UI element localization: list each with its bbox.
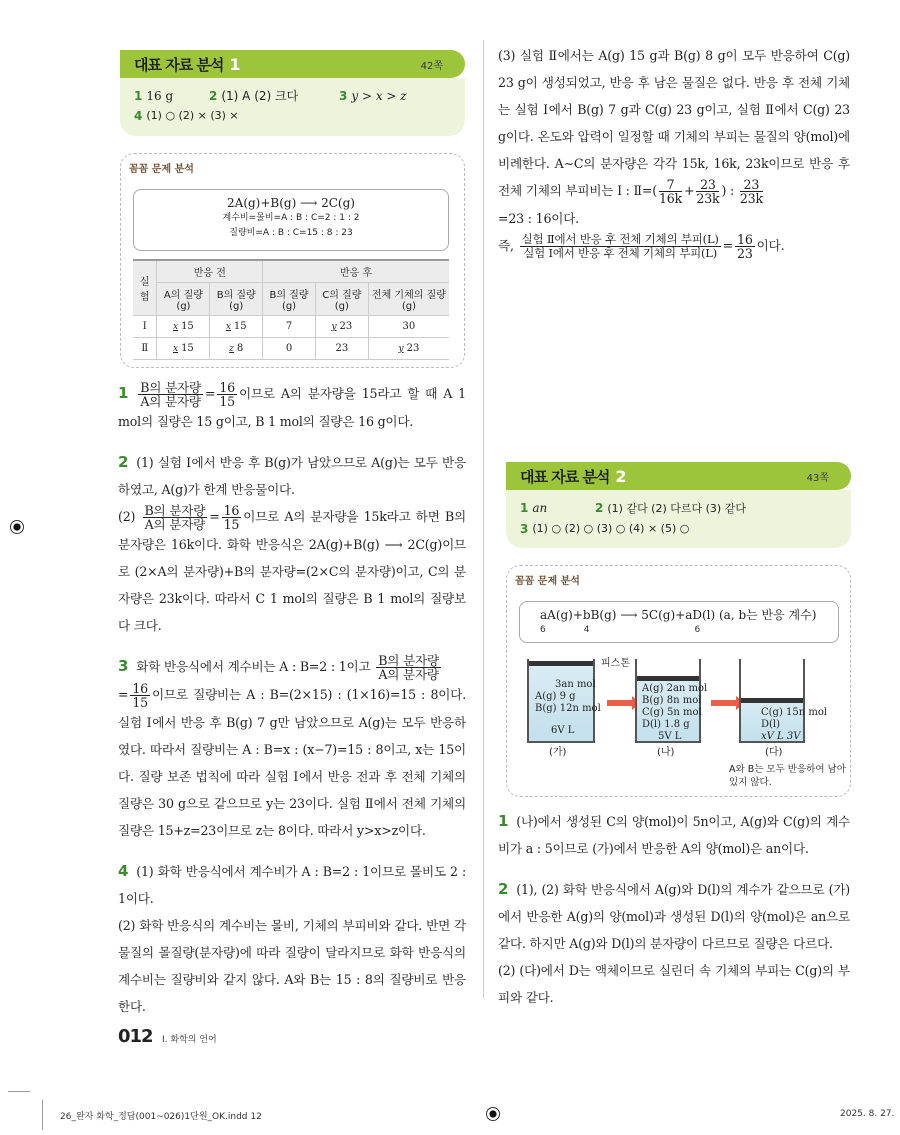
section2-answers [506,490,851,548]
registration-mark-icon [10,520,24,534]
fraction: $\frac{16}{23}$ [737,232,753,261]
cylinder-da: C(g) 15n mol D(l) xV L 3V [739,659,805,743]
table-row [133,338,449,360]
section1-header [120,50,465,78]
answer-number: 1 [134,89,143,103]
coefficient-ratio: 계수비=몰비=A : B : C=2 : 1 : 2 [222,213,360,223]
piston [741,698,803,703]
arrow-icon [711,700,737,706]
cell: 15 [181,343,194,354]
cell-var: x [172,344,179,354]
fraction: $\frac{16}{15}$ [219,380,235,409]
cell: 23 [406,343,420,354]
answer-value: y > x > z [351,89,407,103]
fraction: 실험 Ⅱ에서 반응 후 전체 기체의 부피(L) 실험 Ⅰ에서 반응 후 전체 기체의 부피(L) [521,232,719,260]
annotation-note: A와 B는 모두 반응하여 남아 있지 않다. [729,764,846,788]
explanation-text: (1), (2) 화학 반응식에서 A(g)와 D(l)의 계수가 같으므로 (가)에서 반응한 A(g)의 양(mol)과 생성된 D(l)의 양(mol)은 an으로 같다. 하지만 A(g)와 D(l)의 분자량이 다르므로 질량은 다르다. [498,882,850,951]
answer-number: 2 [595,501,604,515]
explanation-text: (1) 화학 반응식에서 계수비가 A : B=2 : 1이므로 몰비도 2 : 1이다. [118,864,466,906]
chapter-label: Ⅰ. 화학의 언어 [162,1035,217,1045]
question-number: 2 [498,880,509,898]
explanation-text: (2) (다)에서 D는 액체이므로 실린더 속 기체의 부피는 C(g)의 부피와 같다. [498,963,850,1005]
cell: 7 [285,321,293,332]
section-title: 대표 자료 분석 [520,467,610,486]
answer-number: 4 [134,109,143,123]
cell: 15 [181,321,194,332]
answer-value: (1) ○ (2) ○ (3) ○ (4) × (5) ○ [532,522,690,535]
explanation-1: 1 B의 분자량 A의 분자량 = $\frac{16}{15}$ 이므로 A의 분자량을 15라고 할 때 A 1 mol의 질량은 15 g이고, B 1 mol의 질량은 16 g이다. [118,380,466,429]
col-header: B의 질량(g) [263,283,316,316]
fraction: $\frac{16}{15}$ [132,681,148,710]
explanation-4 [118,858,466,1020]
print-date: 2025. 8. 27. [840,1109,895,1119]
cylinder-na: A(g) 2an mol B(g) 8n mol C(g) 5n mol D(l) 1.8 g 5V L [635,659,701,743]
fraction: $\frac{16}{15}$ [223,503,240,532]
cell: 8 [236,343,244,354]
registration-mark-icon [486,1107,500,1121]
question-number: 3 [118,657,129,675]
left-column [118,380,466,1034]
piston [637,676,699,681]
page-ref: 42쪽 [420,60,443,72]
label-na: (나) [657,747,675,758]
explanation-text: (1) 실험 Ⅰ에서 반응 후 B(g)가 남았으므로 A(g)는 모두 반응하였고, A(g)가 한계 반응물이다. [118,455,466,497]
label-ga: (가) [549,747,567,758]
fraction: $\frac{23}{23k}$ [696,177,720,206]
col-header: B의 질량(g) [210,283,263,316]
col-header: A의 질량(g) [157,283,210,316]
answer-value: (1) ○ (2) × (3) × [146,109,239,122]
answer-number: 1 [520,501,529,515]
question-number: 1 [498,812,509,830]
section1-answers [120,78,465,136]
cell: 30 [402,321,416,332]
explanation-2: 2 (1) 실험 Ⅰ에서 반응 후 B(g)가 남았으므로 A(g)는 모두 반응하였고, A(g)가 한계 반응물이다. (2) B의 분자량 A의 분자량 = $\frac{16}{15}$ 이므로 A의 분자량을 15k라고 하면 B의 분자량은 16k이다. 화학 반응식은 2A(g)+B(g) ⟶ 2C(g)이므로 (2×A의 분자량)+B의 분자량=(2×C의 분자량)이고, C의 분자량은 23k이다. 따라서 C 1 mol의 질량은 B 1 mol의 질량보다 크다. [118,453,466,633]
arrow-icon [607,700,633,706]
cell-var: x [225,322,231,332]
cell: 0 [285,343,293,354]
answer-number: 3 [520,522,529,536]
right-column-top: (3) 실험 Ⅱ에서는 A(g) 15 g과 B(g) 8 g이 모두 반응하여 C(g) 23 g이 생성되었고, 반응 후 남은 물질은 없다. 반응 후 전체 기체는 실험 Ⅰ에서 B(g) 7 g과 C(g) 23 g이고, 실험 Ⅱ에서 C(g) 23 g이다. 온도와 압력이 일정할 때 기체의 부피는 물질의 양(mol)에 비례한다. A∼C의 분자량은 각각 15k, 16k, 23k이므로 반응 후 전체 기체의 부피비는 Ⅰ : Ⅱ=( $\frac{7}{16k}$ + $\frac{23}{23k}$ ) : $\frac{23}{23k}$ =23 : 16이다. 즉, 실험 Ⅱ에서 반응 후 전체 기체의 부피(L) 실험 Ⅰ에서 반응 후 전체 기체의 부피(L) = $\frac{16}{23}$ 이다. [498,48,850,261]
explanation-text: 이므로 질량비는 A : B=(2×15) : (1×16)=15 : 8이다. 실험 Ⅰ에서 반응 후 B(g) 7 g만 남았으므로 A(g)는 모두 반응하였다. 따라서 질량비는 A : B=x : (x−7)=15 : 8이고, x는 15이다. 질량 보존 법칙에 따라 실험 Ⅰ에서 반응 전과 후 전체 기체의 질량은 30 g으로 같으므로 y는 23이다. 실험 Ⅱ에서 전체 기체의 질량은 15+z=23이므로 z는 8이다. 따라서 y>x>z이다. [118,687,466,838]
fraction: B의 분자량 A의 분자량 [140,380,201,409]
analysis-box-2 [506,565,851,797]
explanation-text: (나)에서 생성된 C의 양(mol)이 5n이고, A(g)와 C(g)의 계수비가 a : 5이므로 (가)에서 반응한 A의 양(mol)은 an이다. [498,814,850,856]
column-divider [483,40,484,998]
analysis-box-1 [120,153,465,368]
label-da: (다) [765,747,783,758]
cell-var: x [172,322,179,332]
fraction: B의 분자량 A의 분자량 [144,503,206,532]
header-before: 반응 전 [157,260,263,283]
piston [529,661,593,666]
col-header: 전체 기체의 질량(g) [368,283,449,316]
explanation-3: 3 화학 반응식에서 계수비는 A : B=2 : 1이고 B의 분자량 A의 분자량 = $\frac{16}{15}$ 이므로 질량비는 A : B=(2×15) : (1×16)=15 : 8이다. 실험 Ⅰ에서 반응 후 B(g) 7 g만 남았으므로 A(g)는 모두 반응하였다. 따라서 질량비는 A : B=x : (x−7)=15 : 8이고, x는 15이다. 질량 보존 법칙에 따라 실험 Ⅰ에서 반응 전과 후 전체 기체의 질량은 30 g으로 같으므로 y는 23이다. 실험 Ⅱ에서 전체 기체의 질량은 15+z=23이므로 z는 8이다. 따라서 y>x>z이다. [118,653,466,838]
question-number: 1 [118,384,129,402]
page-number: 012 [118,1026,153,1047]
right-column-bottom [498,808,850,1025]
answer-number: 2 [209,89,218,103]
chemical-equation: aA(g)+bB(g) ⟶ 5C(g)+aD(l) (a, b는 반응 계수) [540,608,817,622]
explanation-text: (3) 실험 Ⅱ에서는 A(g) 15 g과 B(g) 8 g이 모두 반응하여 C(g) 23 g이 생성되었고, 반응 후 남은 물질은 없다. 반응 후 전체 기체는 실험 Ⅰ에서 B(g) 7 g과 C(g) 23 g이고, 실험 Ⅱ에서 C(g) 23 g이다. 온도와 압력이 일정할 때 기체의 부피는 물질의 양(mol)에 비례한다. A∼C의 분자량은 각각 15k, 16k, 23k이므로 반응 후 전체 기체의 부피비는 Ⅰ : Ⅱ=( [498,48,850,198]
section-number: 1 [229,54,241,74]
answer-value: (1) 같다 (2) 다르다 (3) 같다 [607,502,746,515]
fraction: B의 분자량 A의 분자량 [378,653,439,682]
section2-header [506,462,851,490]
cylinder-ga: 3an mol A(g) 9 g B(g) 12n mol 6V L [527,659,595,743]
fraction: $\frac{7}{16k}$ [658,177,683,206]
explanation-text: (2) 화학 반응식의 계수비는 몰비, 기체의 부피비와 같다. 반면 각 물질의 몰질량(분자량)에 따라 질량이 달라지므로 화학 반응식의 계수비는 질량비와 같지 않다. A와 B는 15 : 8의 질량비로 반응한다. [118,918,466,1014]
explanation-text: 이므로 A의 분자량을 15라고 할 때 A 1 mol의 질량은 15 g이고, B 1 mol의 질량은 16 g이다. [118,386,466,429]
cell: 23 [339,321,353,332]
analysis-label: 꼼꼼 문제 분석 [515,576,580,587]
analysis-label: 꼼꼼 문제 분석 [129,164,194,175]
answer-number: 3 [339,89,348,103]
cell-var: z [229,344,234,354]
mass-ratio: 질량비=A : B : C=15 : 8 : 23 [229,228,353,238]
cell-var: y [331,322,337,332]
chemical-equation: 2A(g)+B(g) ⟶ 2C(g) [227,196,355,210]
piston-label: 피스톤 [601,658,630,669]
cell: 15 [233,321,247,332]
question-number: 4 [118,862,129,880]
page-ref: 43쪽 [806,472,829,484]
header-after: 반응 후 [263,260,449,283]
cell: Ⅱ [133,338,157,360]
question-number: 2 [118,453,129,471]
section-title: 대표 자료 분석 [134,55,224,74]
section-number: 2 [615,466,627,486]
fraction: $\frac{23}{23k}$ [739,177,763,206]
equation-box [133,189,449,251]
cell: Ⅰ [133,316,157,338]
answer-value: an [532,501,548,515]
cell: 23 [335,343,349,354]
table-row [133,316,449,338]
explanation-text: 이므로 A의 분자량을 15k라고 하면 B의 분자량은 16k이다. 화학 반응식은 2A(g)+B(g) ⟶ 2C(g)이므로 (2×A의 분자량)+B의 분자량=(2×C의 분자량)이고, C의 분자량은 23k이다. 따라서 C 1 mol의 질량은 B 1 mol의 질량보다 크다. [118,509,466,633]
col-header: C의 질량(g) [315,283,368,316]
file-name: 26_완자 화학_정답(001~026)1단원_OK.indd 12 [60,1112,262,1122]
answer-value: (1) A (2) 크다 [221,89,299,103]
cell-var: y [398,344,404,354]
equation-box: aA(g)+bB(g) ⟶ 5C(g)+aD(l) (a, b는 반응 계수) 6 4 6 [519,601,839,643]
experiment-table [133,259,449,360]
answer-value: 16 g [146,89,174,103]
header-exp: 실험 [133,260,157,316]
crop-mark [8,1091,30,1092]
crop-mark [42,1100,43,1130]
